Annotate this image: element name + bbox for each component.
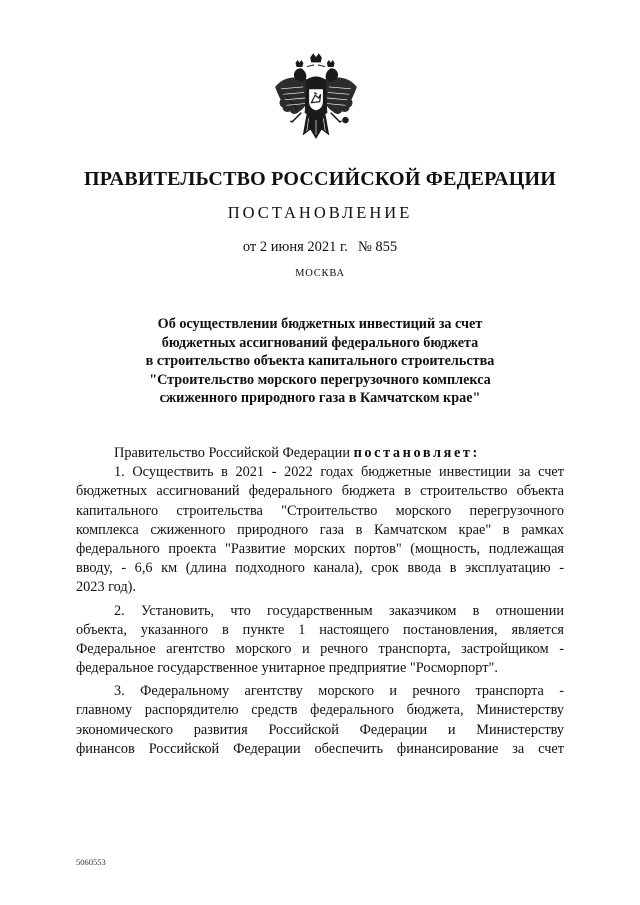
preamble-keyword: постановляет:	[353, 445, 480, 461]
paragraph-3-line: экономического развития Российской Федерации и Министерству	[76, 721, 564, 738]
preamble-text: Правительство Российской Федерации	[114, 445, 354, 461]
subject-line: "Строительство морского перегрузочного комплекса	[149, 371, 491, 388]
government-title: ПРАВИТЕЛЬСТВО РОССИЙСКОЙ ФЕДЕРАЦИИ	[84, 168, 556, 190]
paragraph-3-line: финансов Российской Федерации обеспечить финансирование за счет	[76, 740, 564, 757]
paragraph-2-line: 2. Установить, что государственным заказчиком в отношении	[114, 602, 564, 619]
paragraph-2-line: объекта, указанного в пункте 1 настоящего постановления, является	[76, 621, 564, 638]
paragraph-2-line: федеральное государственное унитарное предприятие "Росморпорт".	[76, 660, 498, 677]
paragraph-1-line: федерального проекта "Развитие морских портов" (мощность, подлежащая	[76, 540, 564, 557]
paragraph-1-line: 2023 год).	[76, 579, 137, 596]
document-date: от 2 июня 2021 г.	[242, 239, 348, 255]
paragraph-3-line: главному распорядителю средств федерального бюджета, Министерству	[76, 702, 564, 719]
document-subject	[0, 315, 640, 408]
preamble	[76, 444, 564, 463]
document-body	[76, 444, 564, 759]
subject-line: в строительство объекта капитального строительства	[145, 353, 495, 369]
document-number: № 855	[357, 239, 398, 255]
footer-code: 5060553	[76, 857, 106, 867]
document-city: МОСКВА	[295, 268, 345, 279]
document-type: ПОСТАНОВЛЕНИЕ	[227, 203, 413, 222]
paragraph-2-line: Федеральное агентство морского и речного транспорта, застройщиком -	[76, 640, 564, 657]
subject-line: сжиженного природного газа в Камчатском крае"	[159, 390, 481, 406]
russian-coat-of-arms-icon	[270, 52, 362, 144]
paragraph-1-line: бюджетных ассигнований федерального бюджета в строительство объекта	[76, 483, 564, 500]
paragraph-1-line: вводу, - 6,6 км (длина подходного канала), срок ввода в эксплуатацию -	[76, 560, 564, 577]
document-date-line	[0, 239, 640, 256]
paragraph-3-line: 3. Федеральному агентству морского и речного транспорта -	[114, 683, 564, 700]
subject-line: Об осуществлении бюджетных инвестиций за счет	[157, 316, 483, 332]
paragraph-1-line: капитального строительства "Строительство морского перегрузочного	[76, 502, 564, 519]
paragraph-1-line: комплекса сжиженного природного газа в Камчатском крае" в рамках	[76, 521, 564, 538]
paragraph-1-line: 1. Осуществить в 2021 - 2022 годах бюджетные инвестиции за счет	[114, 464, 564, 481]
subject-line: бюджетных ассигнований федерального бюджета	[161, 334, 479, 351]
